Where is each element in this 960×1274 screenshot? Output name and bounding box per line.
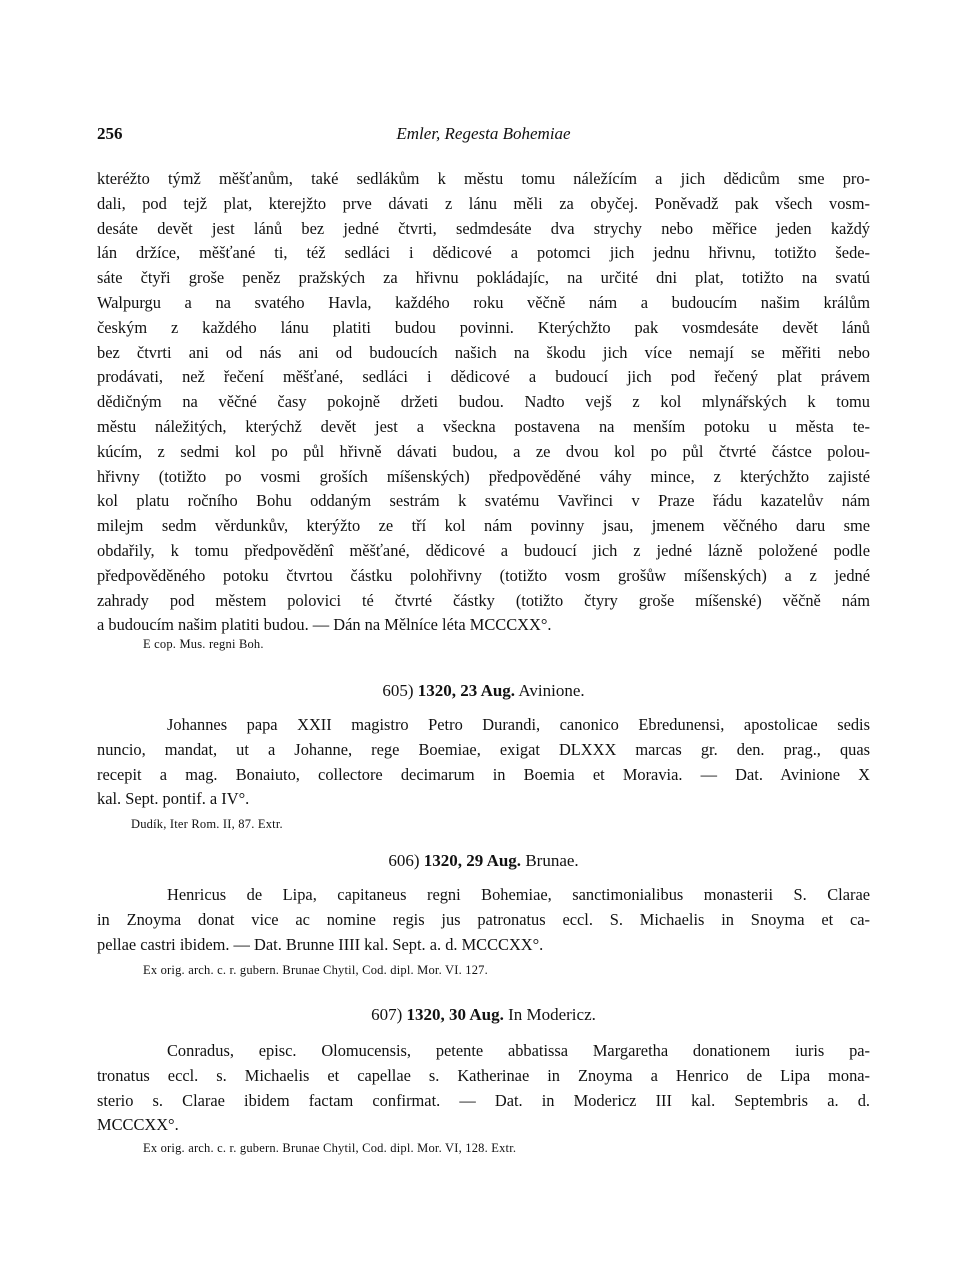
text-line: prodávati, než řečení měšťané, sedláci i dědicové a budoucí jich pod řečený plat právem [97,367,870,387]
entry-heading [97,1005,870,1025]
entry-number: 606) [388,851,420,870]
text-line: obdařily, k tomu předpověděnî měšťané, dědicové a budoucí jich z jedné lázně položené podle [97,540,870,560]
text-line: milejm sedm věrdunkův, kterýžto ze tří kol nám povinny jsau, jmenem věčného daru sme [97,516,870,536]
text-line: předpověděného potoku čtvrtou částku polohřivny (totižto vosm grošůw míšenských) a z jedné [97,565,870,585]
text-line: kol platu ročního Bohu oddaným sestrám k svatému Vavřinci v Praze řádu kazatelův nám [97,491,870,511]
entry-number: 605) [382,681,414,700]
text-line: dali, pod tejž plat, kterejžto prve dávati z lánu měli za obyčej. Poněvadž pak všech vosm- [97,193,870,213]
text-line: sáte čtyři groše peněz pražských za hřivnu pokládajíc, na určité dni plat, totižto na svatú [97,268,870,288]
source-note: Ex orig. arch. c. r. gubern. Brunae Chytil, Cod. dipl. Mor. VI. 127. [143,963,488,977]
text-line: Johannes papa XXII magistro Petro Durandi, canonico Ebredunensi, apostolicae sedis [167,715,870,734]
page-number: 256 [97,124,123,143]
text-line: Henricus de Lipa, capitaneus regni Bohemiae, sanctimonialibus monasterii S. Clarae [167,885,870,904]
entry-number: 607) [371,1005,403,1024]
entry-heading [97,851,870,871]
czech-text-block [97,167,870,638]
entry-place: In Modericz. [508,1005,596,1024]
entry-date: 1320, 23 Aug. [417,681,516,700]
text-line: recepit a mag. Bonaiuto, collectore decimarum in Boemia et Moravia. — Dat. Avinione X [97,764,870,784]
text-line: kúcím, z sedmi kol po půl hřivně dávati budou, a ze dvou kol po půl čtvrté částce polou- [97,441,870,461]
text-line: bez čtvrti ani od nás ani od budoucích našich na škodu jich více nemají se měřiti nebo [97,342,870,362]
text-line: hřivny (totižto po vosmi groších míšenských) předpověděné váhy mince, z kterýchžto zajisté [97,466,870,486]
text-line: MCCCXX°. [97,1115,179,1135]
text-line: Walpurgu a na svatého Havla, každého roku věčně nám a budoucím našim králům [97,292,870,312]
page-header [97,124,870,148]
entry-heading [97,681,870,701]
text-line: desáte devět jest lánů bez jedné čtvrti, sedmdesáte dva strychy nebo měřice jeden každý [97,218,870,238]
source-note: Ex orig. arch. c. r. gubern. Brunae Chytil, Cod. dipl. Mor. VI, 128. Extr. [143,1141,517,1155]
text-line: Conradus, episc. Olomucensis, petente abbatissa Margaretha donationem iuris pa- [167,1041,870,1060]
source-note: Dudík, Iter Rom. II, 87. Extr. [131,817,283,831]
text-line: a budoucím našim platiti budou. — Dán na Mělníce léta MCCCXX°. [97,615,552,635]
entry-place: Avinione. [518,681,585,700]
text-line: městu náležitých, kterýchž devět jest a všeckna postavena na menším potoku u města te- [97,416,870,436]
text-line: pellae castri ibidem. — Dat. Brunne IIII kal. Sept. a. d. MCCCXX°. [97,934,544,954]
text-line: lán držíce, měšťané ti, též sedláci i dědicové a potomci jich jednu hřivnu, totižto šede- [97,243,870,263]
entry-place: Brunae. [525,851,579,870]
entry-text [97,713,870,812]
source-note: E cop. Mus. regni Boh. [143,637,264,651]
text-line: kteréžto týmž měšťanům, také sedlákům k městu tomu náležícím a jich dědicům sme pro- [97,169,870,188]
text-line: zahrady pod městem polovici té čtvrté částky (totižto čtyry groše míšenské) věčně nám [97,590,870,610]
text-line: kal. Sept. pontif. a IV°. [97,789,250,809]
running-title: Emler, Regesta Bohemiae [396,124,571,143]
text-line: nuncio, mandat, ut a Johanne, rege Boemiae, exigat DLXXX marcas gr. den. prag., quas [97,739,870,759]
entry-date: 1320, 29 Aug. [423,851,522,870]
text-line: in Znoyma donat vice ac nomine regis jus patronatus eccl. S. Michaelis in Snoyma et ca- [97,909,870,929]
text-line: tronatus eccl. s. Michaelis et capellae s. Katherinae in Znoyma a Henrico de Lipa mona- [97,1065,870,1085]
entry-text [97,1039,870,1138]
entry-date: 1320, 30 Aug. [406,1005,504,1024]
text-line: sterio s. Clarae ibidem factam confirmat. — Dat. in Modericz III kal. Septembris a. d. [97,1090,870,1110]
entry-text [97,883,870,957]
text-line: dědičným na věčné časy pokojně držeti budou. Nadto vejš z kol mlynářských k tomu [97,392,870,412]
text-line: českým z každého lánu platiti budou povinni. Kterýchžto pak vosmdesáte devět lánů [97,317,870,337]
